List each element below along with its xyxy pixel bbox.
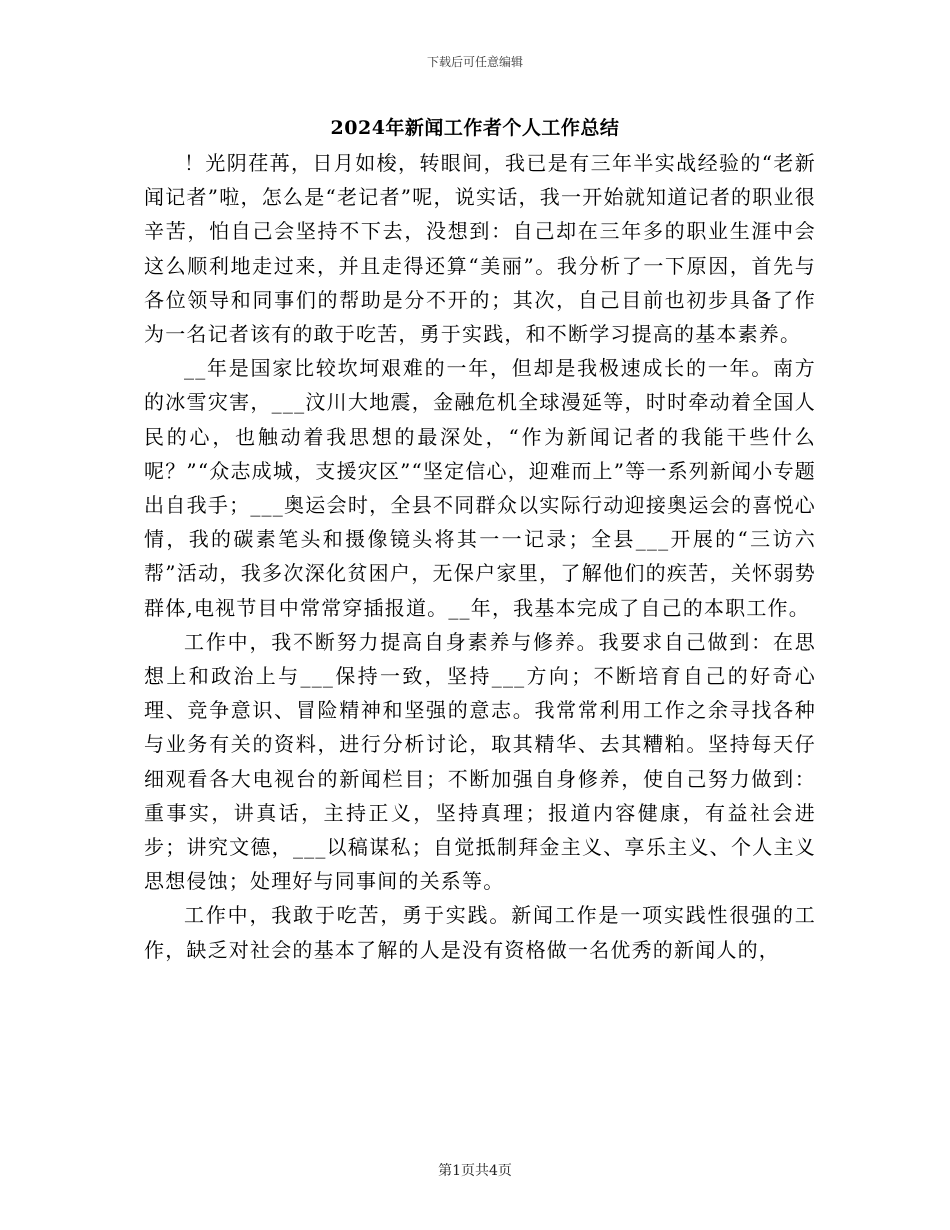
paragraph-2: __年是国家比较坎坷艰难的一年，但却是我极速成长的一年。南方的冰雪灾害，___汶川大地震，金融危机全球漫延等，时时牵动着全国人民的心，也触动着我思想的最深处，“作为新闻记者的我能干些什么呢？”“众志成城，支援灾区”“坚定信心，迎难而上”等一系列新闻小专题出自我手；___奥运会时，全县不同群众以实际行动迎接奥运会的喜悦心情，我的碳素笔头和摄像镜头将其一一记录；全县___开展的“三访六帮”活动，我多次深化贫困户，无保户家里，了解他们的疾苦，关怀弱势群体,电视节目中常常穿插报道。__年，我基本完成了自己的本职工作。 (144, 356, 816, 620)
paragraph-3: 工作中，我不断努力提高自身素养与修养。我要求自己做到：在思想上和政治上与___保持一致，坚持___方向；不断培育自己的好奇心理、竞争意识、冒险精神和坚强的意志。我常常利用工作之余寻找各种与业务有关的资料，进行分析讨论，取其精华、去其糟粕。坚持每天仔细观看各大电视台的新闻栏目；不断加强自身修养，使自己努力做到：重事实，讲真话，主持正义，坚持真理；报道内容健康，有益社会进步；讲究文德，___以稿谋私；自觉抵制拜金主义、享乐主义、个人主义思想侵蚀；处理好与同事间的关系等。 (144, 629, 816, 894)
page-header-note: 下载后可任意编辑 (426, 55, 523, 69)
paragraph-4: 工作中，我敢于吃苦，勇于实践。新闻工作是一项实践性很强的工作，缺乏对社会的基本了解的人是没有资格做一名优秀的新闻人的， (144, 903, 816, 962)
page-number: 第1页共4页 (438, 1163, 512, 1179)
document-body (144, 146, 816, 967)
document-title: 2024年新闻工作者个人工作总结 (330, 117, 620, 139)
paragraph-1: ！光阴荏苒，日月如梭，转眼间，我已是有三年半实战经验的“老新闻记者”啦，怎么是“老记者”呢，说实话，我一开始就知道记者的职业很辛苦，怕自己会坚持不下去，没想到：自己却在三年多的职业生涯中会这么顺利地走过来，并且走得还算“美丽”。我分析了一下原因，首先与各位领导和同事们的帮助是分不开的；其次，自己目前也初步具备了作为一名记者该有的敢于吃苦，勇于实践，和不断学习提高的基本素养。 (144, 151, 816, 347)
